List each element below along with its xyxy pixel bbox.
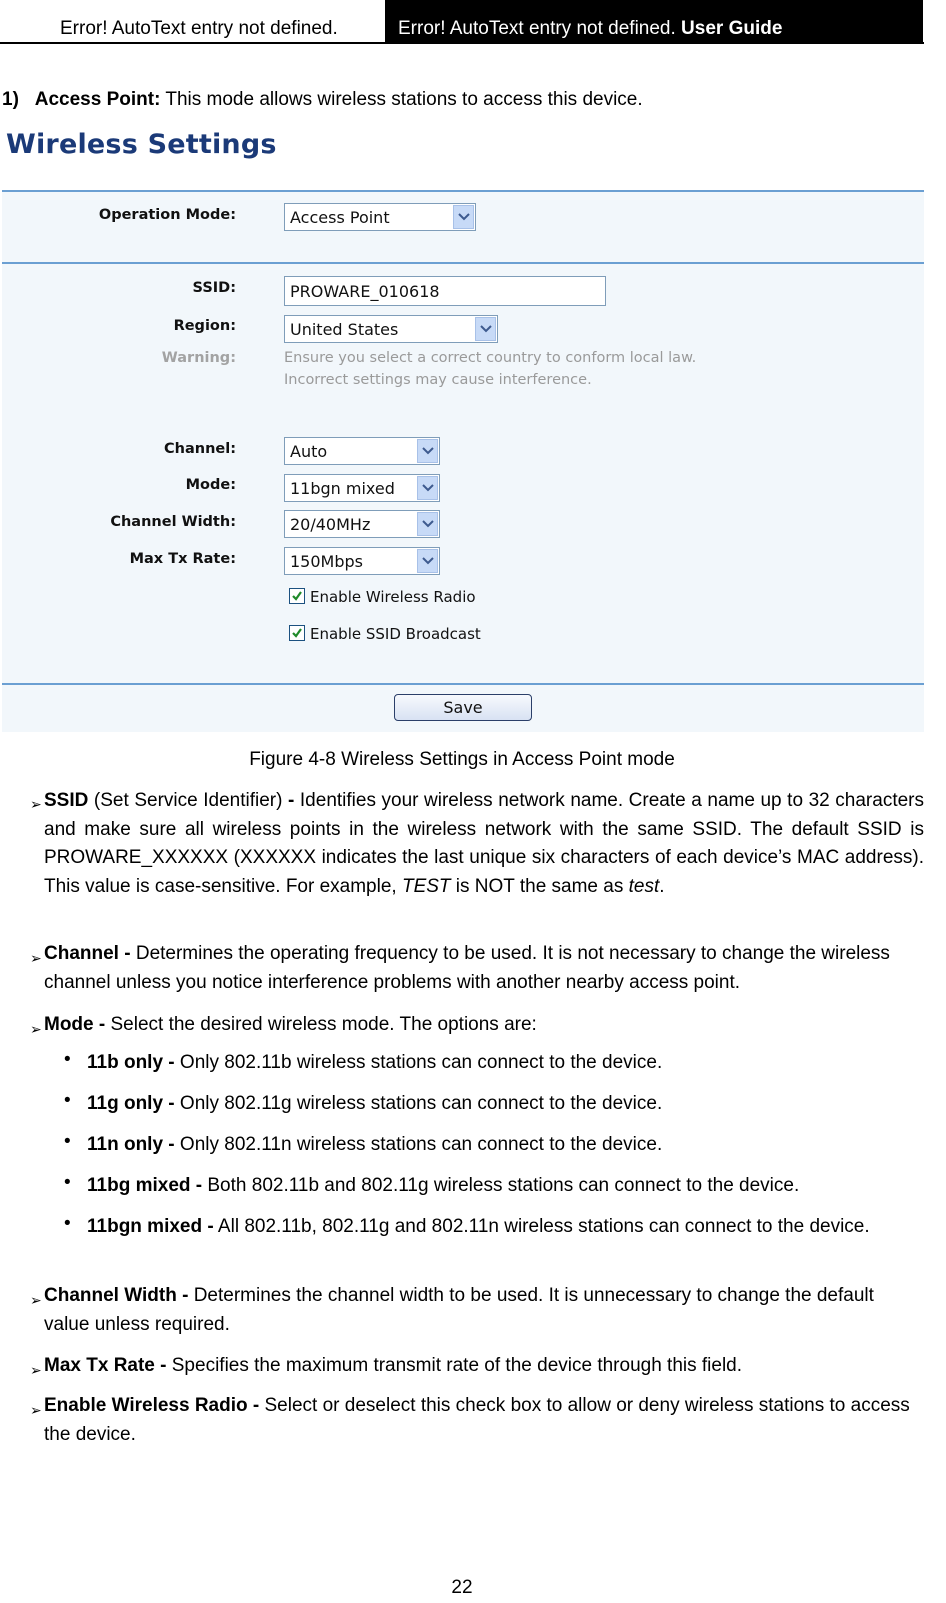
- enable-wireless-radio-description: [44, 1392, 924, 1449]
- channel-term: Channel -: [44, 943, 131, 964]
- operation-mode-label: Operation Mode:: [98, 207, 236, 223]
- ssid-label: SSID:: [192, 280, 236, 296]
- header-right-block: [385, 0, 923, 44]
- ssid-example-upper: TEST: [401, 875, 451, 897]
- chevron-down-icon: [417, 512, 438, 536]
- header-rule: [0, 42, 924, 44]
- channel-value: Auto: [290, 442, 328, 461]
- warning-line-1: Ensure you select a correct country to conform local law.: [284, 350, 697, 366]
- channel-description: [44, 940, 924, 997]
- region-select[interactable]: [284, 315, 498, 343]
- mode-option-11bg-text: Both 802.11b and 802.11g wireless stations can connect to the device.: [202, 1175, 800, 1196]
- max-tx-rate-label: Max Tx Rate:: [129, 551, 236, 567]
- ssid-text-b: Identifies your wireless network name. Create a name up to 32 characters and make sure all wireless points in the wireless network with the same SSID. The default SSID is PROWARE_XXXXXX (XXXXXX indicates the last unique six characters of each device’s MAC address). This value is case-sensitive. For example,: [44, 790, 924, 897]
- page-number: 22: [451, 1577, 473, 1598]
- dot-bullet-icon: •: [64, 1090, 71, 1111]
- mode-description: [44, 1011, 924, 1040]
- dot-bullet-icon: •: [64, 1049, 71, 1070]
- mode-term: Mode -: [44, 1014, 106, 1035]
- ssid-text-a: (Set Service Identifier): [88, 790, 289, 811]
- ssid-description: [44, 787, 924, 901]
- mode-option-11g-term: 11g only -: [87, 1093, 175, 1114]
- wireless-settings-screenshot: [2, 127, 924, 732]
- save-button[interactable]: Save: [394, 694, 532, 721]
- mode-option-11g: [87, 1090, 924, 1119]
- mode-value: 11bgn mixed: [290, 479, 395, 498]
- max-tx-rate-description: [44, 1352, 924, 1381]
- dot-bullet-icon: •: [64, 1131, 71, 1152]
- channel-width-text: Determines the channel width to be used. It is unnecessary to change the default value unless required.: [44, 1285, 874, 1335]
- mode-option-11b: [87, 1049, 924, 1078]
- dot-bullet-icon: •: [64, 1172, 71, 1193]
- chevron-down-icon: [417, 439, 438, 463]
- chevron-down-icon: [417, 476, 438, 500]
- header-user-guide: User Guide: [681, 18, 783, 39]
- intro-text: This mode allows wireless stations to access this device.: [165, 89, 643, 110]
- max-tx-rate-select[interactable]: [284, 547, 440, 575]
- channel-label: Channel:: [164, 441, 236, 457]
- mode-option-11bgn-text: All 802.11b, 802.11g and 802.11n wireless stations can connect to the device.: [213, 1216, 870, 1237]
- ssid-term: SSID: [44, 790, 89, 811]
- mode-option-11n-text: Only 802.11n wireless stations can connect to the device.: [174, 1134, 663, 1155]
- enable-wireless-radio-checkbox[interactable]: [289, 588, 476, 606]
- intro-paragraph: [2, 89, 643, 111]
- enable-wireless-radio-text: Select or deselect this check box to allow or deny wireless stations to access the device.: [44, 1395, 910, 1445]
- channel-width-term: Channel Width -: [44, 1285, 189, 1306]
- mode-text: Select the desired wireless mode. The options are:: [105, 1014, 537, 1035]
- chevron-down-icon: [475, 317, 496, 341]
- channel-width-label: Channel Width:: [110, 514, 236, 530]
- divider-bottom: [2, 683, 924, 685]
- mode-option-11n: [87, 1131, 924, 1160]
- mode-option-11bgn: [87, 1213, 924, 1242]
- warning-text: [284, 347, 696, 391]
- mode-option-11bgn-term: 11bgn mixed -: [87, 1216, 214, 1237]
- header-right-text: Error! AutoText entry not defined.: [398, 18, 676, 39]
- region-label: Region:: [173, 318, 236, 334]
- channel-width-value: 20/40MHz: [290, 515, 371, 534]
- mode-option-11b-text: Only 802.11b wireless stations can connect to the device.: [174, 1052, 663, 1073]
- mode-option-11n-term: 11n only -: [87, 1134, 175, 1155]
- mode-option-11bg: [87, 1172, 924, 1201]
- enable-ssid-broadcast-label: Enable SSID Broadcast: [310, 625, 481, 643]
- channel-width-select[interactable]: [284, 510, 440, 538]
- channel-text: Determines the operating frequency to be used. It is not necessary to change the wireless channel unless you notice interference problems with another nearby access point.: [44, 943, 890, 993]
- arrow-bullet-icon: ➢: [30, 1292, 42, 1308]
- settings-panel: [2, 190, 924, 732]
- dot-bullet-icon: •: [64, 1213, 71, 1234]
- arrow-bullet-icon: ➢: [30, 796, 42, 812]
- channel-width-description: [44, 1282, 924, 1339]
- checkmark-icon: [289, 625, 305, 641]
- warning-line-2: Incorrect settings may cause interference.: [284, 372, 592, 388]
- header-left-text: Error! AutoText entry not defined.: [60, 18, 338, 39]
- mode-option-11g-text: Only 802.11g wireless stations can connect to the device.: [174, 1093, 663, 1114]
- arrow-bullet-icon: ➢: [30, 1362, 42, 1378]
- wireless-settings-title: Wireless Settings: [6, 129, 277, 160]
- mode-select[interactable]: [284, 474, 440, 502]
- warning-label: Warning:: [161, 350, 236, 366]
- enable-wireless-radio-term: Enable Wireless Radio -: [44, 1395, 260, 1416]
- arrow-bullet-icon: ➢: [30, 950, 42, 966]
- intro-term: Access Point:: [34, 89, 161, 110]
- max-tx-rate-term: Max Tx Rate -: [44, 1355, 167, 1376]
- checkmark-icon: [289, 588, 305, 604]
- enable-ssid-broadcast-checkbox[interactable]: [289, 625, 481, 643]
- operation-mode-value: Access Point: [290, 208, 390, 227]
- ssid-dash: -: [288, 790, 295, 811]
- intro-number: 1): [2, 89, 19, 110]
- ssid-text-end: .: [659, 875, 665, 897]
- figure-caption: Figure 4-8 Wireless Settings in Access Point mode: [249, 749, 675, 770]
- divider-mid: [2, 262, 924, 264]
- max-tx-rate-text: Specifies the maximum transmit rate of the device through this field.: [166, 1355, 743, 1376]
- mode-label: Mode:: [185, 477, 236, 493]
- mode-option-11b-term: 11b only -: [87, 1052, 175, 1073]
- operation-mode-select[interactable]: [284, 203, 476, 231]
- arrow-bullet-icon: ➢: [30, 1402, 42, 1418]
- ssid-example-lower: test: [628, 875, 660, 897]
- max-tx-rate-value: 150Mbps: [290, 552, 363, 571]
- divider-top: [2, 190, 924, 192]
- chevron-down-icon: [453, 205, 474, 229]
- ssid-input[interactable]: [284, 276, 606, 306]
- ssid-text-c: is NOT the same as: [450, 875, 629, 897]
- chevron-down-icon: [417, 549, 438, 573]
- mode-option-11bg-term: 11bg mixed -: [87, 1175, 203, 1196]
- channel-select[interactable]: [284, 437, 440, 465]
- arrow-bullet-icon: ➢: [30, 1021, 42, 1037]
- region-value: United States: [290, 320, 399, 339]
- ssid-value: PROWARE_010618: [290, 282, 440, 301]
- enable-wireless-radio-label: Enable Wireless Radio: [310, 588, 476, 606]
